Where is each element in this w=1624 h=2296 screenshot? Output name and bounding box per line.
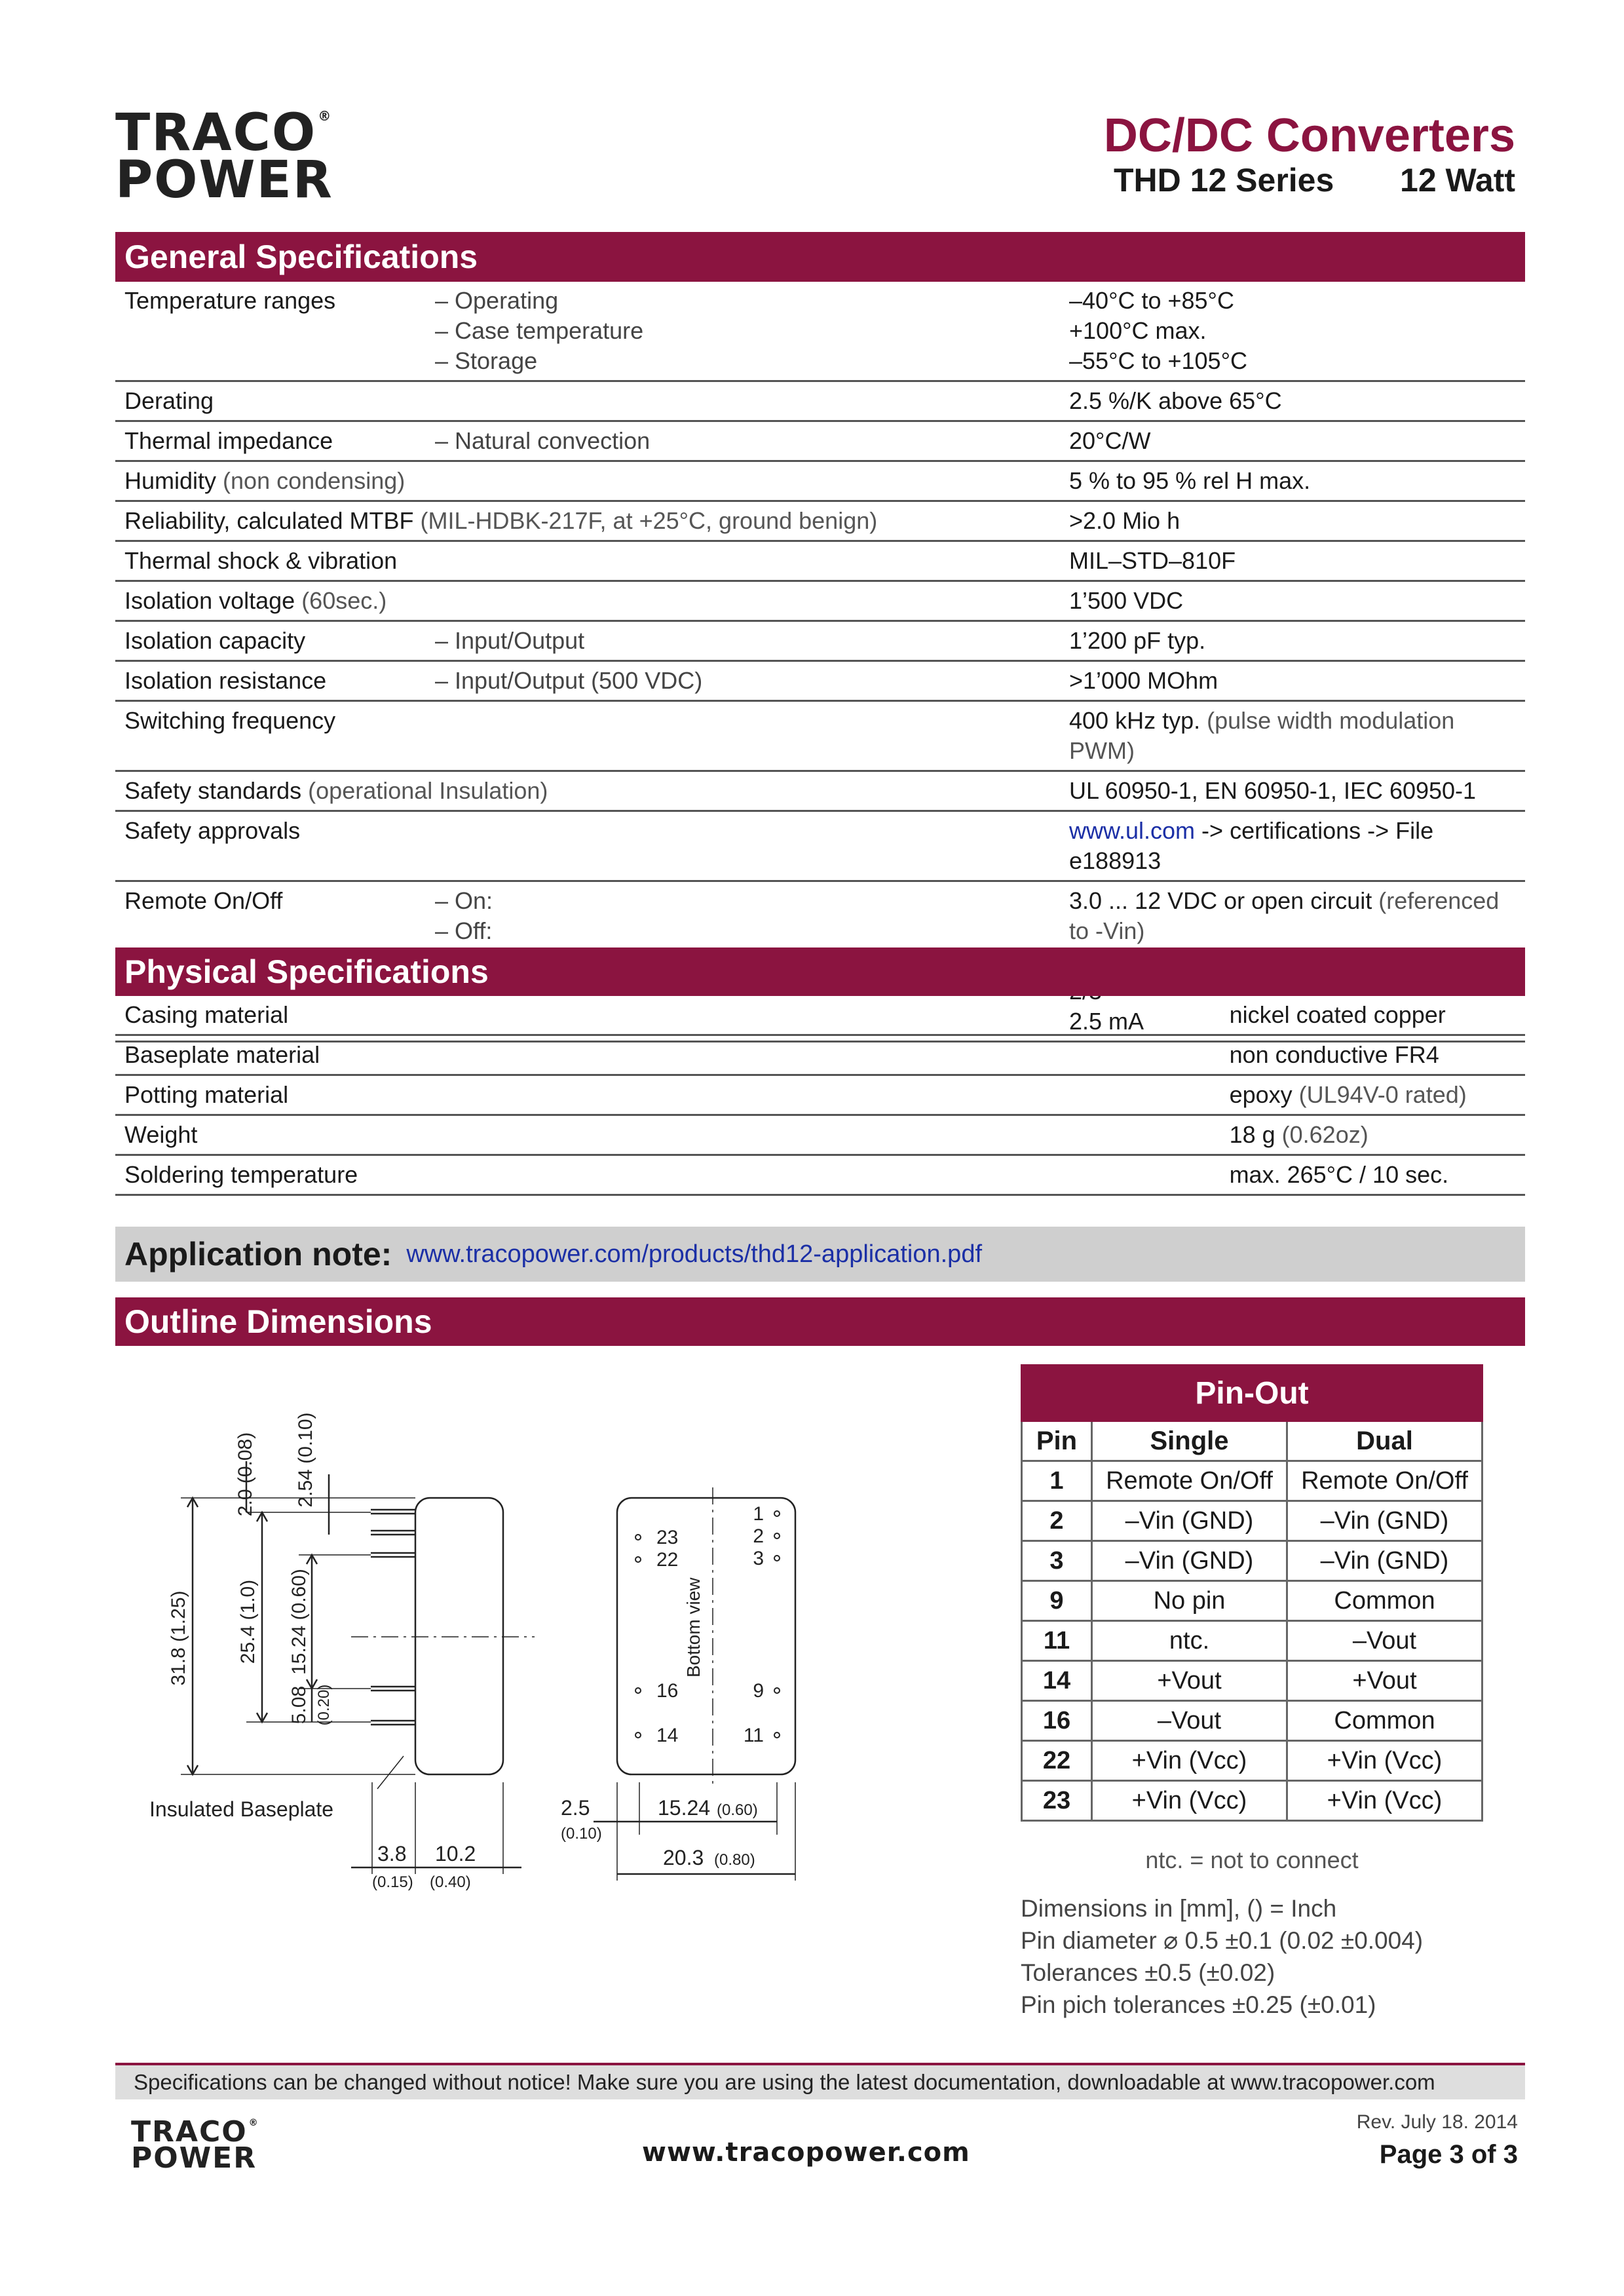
pin-single: +Vout [1092, 1661, 1287, 1701]
dim-31-8: 31.8 (1.25) [168, 1590, 189, 1686]
spec-label-text: Temperature ranges [124, 287, 336, 314]
spec-label-text: Isolation capacity [124, 627, 306, 654]
dim-2-54: 2.54 (0.10) [295, 1412, 316, 1508]
pin-dual: –Vout [1287, 1621, 1482, 1661]
spec-label: Weight [115, 1115, 1220, 1155]
spec-label-text: Safety standards [124, 777, 302, 804]
page-title: DC/DC Converters [1103, 109, 1515, 162]
spec-value [1220, 1155, 1525, 1195]
spec-label-text: Isolation resistance [124, 667, 327, 694]
pin-dual: +Vout [1287, 1661, 1482, 1701]
spec-condition: – On: – Off: [426, 881, 1060, 1042]
spec-label-text: Derating [124, 387, 214, 414]
spec-value [1060, 282, 1525, 381]
spec-label-text: Reliability, calculated MTBF [124, 507, 414, 534]
outline-dimensions-header: Outline Dimensions [115, 1297, 1525, 1346]
spec-value-text: >2.0 Mio h [1069, 507, 1180, 534]
pin-number: 14 [1022, 1661, 1092, 1701]
spec-row [115, 701, 1525, 771]
spec-value [1220, 1115, 1525, 1155]
spec-label [115, 771, 1060, 811]
dim-15-24-vertical: 15.24 (0.60) [288, 1569, 310, 1675]
spec-value-text: 3.0 ... 12 VDC or open circuit [1069, 887, 1372, 914]
pin-label-2: 2 [753, 1525, 764, 1547]
spec-label [115, 811, 426, 881]
spec-label [115, 701, 426, 771]
spec-value [1060, 701, 1525, 771]
dim-15-24-inch: (0.60) [717, 1801, 758, 1819]
application-note-link[interactable]: www.tracopower.com/products/thd12-application.pdf [406, 1240, 983, 1268]
spec-label-text: Isolation voltage [124, 587, 295, 614]
dim-2-5-inch: (0.10) [561, 1825, 602, 1843]
spec-value-text: max. 265°C / 10 sec. [1229, 1161, 1449, 1188]
spec-value-text: 1’200 pF typ. [1069, 627, 1206, 654]
dim-20-3-inch: (0.80) [714, 1851, 755, 1869]
spec-row [115, 541, 1525, 581]
application-note-label: Application note: [124, 1236, 392, 1272]
outline-drawing [115, 1363, 823, 1913]
pinout-col-dual: Dual [1287, 1421, 1482, 1461]
pin-dual: Common [1287, 1581, 1482, 1621]
spec-value [1060, 811, 1525, 881]
spec-row [115, 621, 1525, 661]
spec-value-text: 2.5 %/K above 65°C [1069, 387, 1282, 414]
spec-label [115, 621, 426, 661]
application-note [115, 1227, 1525, 1282]
dim-10-2: 10.2 [435, 1842, 476, 1866]
revision-date: Rev. July 18. 2014 [1356, 2111, 1518, 2133]
pin-number: 2 [1022, 1501, 1092, 1541]
dim-5-08: 5.08 [288, 1685, 310, 1725]
spec-value-text: 5 % to 95 % rel H max. [1069, 467, 1311, 494]
spec-value-text: UL 60950-1, EN 60950-1, IEC 60950-1 [1069, 777, 1477, 804]
pin-dual: +Vin (Vcc) [1287, 1741, 1482, 1781]
pinout-footnote: ntc. = not to connect [1145, 1846, 1359, 1873]
pin-label-14: 14 [656, 1725, 679, 1746]
pin-single: –Vout [1092, 1701, 1287, 1741]
pin-label-23: 23 [656, 1527, 679, 1548]
pin-label-1: 1 [753, 1503, 764, 1525]
pinout-table [1021, 1364, 1483, 1822]
table-row [1022, 1461, 1482, 1501]
pin-dual: +Vin (Vcc) [1287, 1781, 1482, 1821]
spec-row [115, 282, 1525, 381]
spec-label [115, 421, 426, 461]
insulated-baseplate-label: Insulated Baseplate [149, 1797, 334, 1821]
pin-dual: Common [1287, 1701, 1482, 1741]
tracopower-logo: TRACO ® POWER [115, 104, 333, 210]
pin-single: +Vin (Vcc) [1092, 1781, 1287, 1821]
pin-label-11: 11 [743, 1725, 764, 1746]
spec-label [115, 581, 1060, 621]
pin-label-9: 9 [753, 1680, 764, 1702]
spec-row [115, 1035, 1525, 1075]
spec-label [115, 282, 426, 381]
spec-row [115, 1115, 1525, 1155]
spec-value-text: 2.5 mA [1069, 1008, 1144, 1035]
spec-value [1220, 1075, 1525, 1115]
spec-value [1060, 621, 1525, 661]
spec-condition [426, 541, 1060, 581]
spec-label-note: (MIL-HDBK-217F, at +25°C, ground benign) [413, 507, 878, 534]
module-bottom-view [617, 1498, 795, 1774]
spec-row [115, 771, 1525, 811]
spec-value-text: >1’000 MOhm [1069, 667, 1218, 694]
spec-row [115, 581, 1525, 621]
pin-single: No pin [1092, 1581, 1287, 1621]
spec-value [1060, 541, 1525, 581]
pin-dual: –Vin (GND) [1287, 1541, 1482, 1581]
table-row [1022, 1621, 1482, 1661]
spec-row [115, 501, 1525, 541]
pinout-col-pin: Pin [1022, 1421, 1092, 1461]
pin-single: ntc. [1092, 1621, 1287, 1661]
spec-value [1220, 996, 1525, 1035]
dim-2-5: 2.5 [561, 1796, 590, 1820]
dim-15-24-horizontal: 15.24 [658, 1796, 711, 1820]
dim-20-3: 20.3 [663, 1846, 704, 1869]
footer-notice: Specifications can be changed without notice! Make sure you are using the latest documentation, downloadable at www.tracopower.com [115, 2063, 1525, 2099]
spec-value-text: nickel coated copper [1229, 1001, 1446, 1028]
spec-row [115, 1075, 1525, 1115]
pin-number: 16 [1022, 1701, 1092, 1741]
spec-value [1060, 461, 1525, 501]
dim-2-0: 2.0 (0.08) [235, 1432, 256, 1517]
spec-label: Baseplate material [115, 1035, 1220, 1075]
spec-value [1060, 501, 1525, 541]
spec-label-note: (operational Insulation) [301, 777, 548, 804]
spec-condition [426, 811, 1060, 881]
pin-number: 23 [1022, 1781, 1092, 1821]
spec-label-text: Remote On/Off [124, 887, 283, 914]
pin-number: 1 [1022, 1461, 1092, 1501]
wattage: 12 Watt [1400, 162, 1515, 199]
pin-dual: –Vin (GND) [1287, 1501, 1482, 1541]
spec-value [1220, 1035, 1525, 1075]
spec-value-text: MIL–STD–810F [1069, 547, 1236, 574]
spec-row [115, 421, 1525, 461]
ul-link[interactable]: www.ul.com [1069, 817, 1196, 844]
table-row [1022, 1501, 1482, 1541]
spec-value-note: (0.62oz) [1275, 1121, 1369, 1148]
spec-row [115, 381, 1525, 421]
spec-label-text: Switching frequency [124, 707, 336, 734]
pin-number: 3 [1022, 1541, 1092, 1581]
spec-label [115, 381, 426, 421]
general-specs-table [115, 282, 1525, 1043]
spec-row [115, 1155, 1525, 1195]
spec-value-text: 1’500 VDC [1069, 587, 1184, 614]
spec-condition: – Operating – Case temperature – Storage [426, 282, 1060, 381]
spec-label-text: Humidity [124, 467, 217, 494]
spec-row [115, 461, 1525, 501]
table-row [1022, 1661, 1482, 1701]
spec-condition: – Input/Output [426, 621, 1060, 661]
table-row [1022, 1741, 1482, 1781]
spec-label [115, 661, 426, 701]
spec-label-note: (60sec.) [295, 587, 387, 614]
spec-row [115, 661, 1525, 701]
spec-value-note: (pulse width modulation PWM) [1069, 707, 1455, 764]
pinout-col-single: Single [1092, 1421, 1287, 1461]
spec-value [1060, 421, 1525, 461]
table-row [1022, 1581, 1482, 1621]
module-side-view [415, 1498, 503, 1774]
spec-condition [426, 701, 1060, 771]
spec-value-text: 400 kHz typ. [1069, 707, 1201, 734]
spec-condition: – Natural convection [426, 421, 1060, 461]
spec-row [115, 996, 1525, 1035]
spec-value-text: non conductive FR4 [1229, 1041, 1439, 1068]
dimension-note: Tolerances ±0.5 (±0.02) [1021, 1959, 1275, 1986]
spec-label [115, 501, 1060, 541]
spec-label-text: Thermal impedance [124, 427, 333, 454]
footer-logo: TRACO ® POWER [131, 2115, 258, 2175]
table-row [1022, 1701, 1482, 1741]
spec-value [1060, 771, 1525, 811]
spec-label [115, 541, 426, 581]
pinout-title: Pin-Out [1022, 1366, 1482, 1421]
spec-value-text: epoxy [1229, 1081, 1293, 1108]
spec-label-note: (non condensing) [216, 467, 406, 494]
spec-condition [426, 381, 1060, 421]
dimension-note: Pin pich tolerances ±0.25 (±0.01) [1021, 1991, 1376, 2018]
spec-value-text: -> certifications -> File e188913 [1069, 817, 1434, 874]
spec-value [1060, 661, 1525, 701]
dimension-note: Pin diameter ⌀ 0.5 ±0.1 (0.02 ±0.004) [1021, 1927, 1424, 1954]
spec-condition: – Input/Output (500 VDC) [426, 661, 1060, 701]
spec-value [1060, 381, 1525, 421]
dim-3-8: 3.8 [377, 1842, 407, 1866]
general-specs-header: General Specifications [115, 232, 1525, 282]
spec-value [1060, 581, 1525, 621]
page-number: Page 3 of 3 [1379, 2140, 1518, 2169]
dimension-note: Dimensions in [mm], () = Inch [1021, 1895, 1337, 1922]
pin-single: –Vin (GND) [1092, 1501, 1287, 1541]
spec-value-text: 20°C/W [1069, 427, 1151, 454]
bottom-view-label: Bottom view [683, 1577, 704, 1677]
spec-label: Casing material [115, 996, 1220, 1035]
pin-single: –Vin (GND) [1092, 1541, 1287, 1581]
pin-label-16: 16 [656, 1680, 679, 1702]
spec-value-note: (UL94V-0 rated) [1292, 1081, 1467, 1108]
physical-specs-table [115, 996, 1525, 1196]
spec-label-text: Safety approvals [124, 817, 301, 844]
dim-3-8-inch: (0.15) [372, 1873, 413, 1891]
pin-single: +Vin (Vcc) [1092, 1741, 1287, 1781]
spec-row [115, 811, 1525, 881]
pin-dual: Remote On/Off [1287, 1461, 1482, 1501]
table-row [1022, 1781, 1482, 1821]
pin-number: 9 [1022, 1581, 1092, 1621]
physical-specs-header: Physical Specifications [115, 947, 1525, 996]
spec-label [115, 461, 1060, 501]
series-name: THD 12 Series [1114, 162, 1334, 199]
spec-label: Soldering temperature [115, 1155, 1220, 1195]
pin-label-3: 3 [753, 1548, 764, 1569]
spec-value-text: 18 g [1229, 1121, 1275, 1148]
spec-value-text: –40°C to +85°C +100°C max. –55°C to +105°C [1069, 287, 1247, 374]
dim-10-2-inch: (0.40) [430, 1873, 471, 1891]
dim-25-4: 25.4 (1.0) [237, 1579, 259, 1664]
pin-number: 22 [1022, 1741, 1092, 1781]
spec-label: Potting material [115, 1075, 1220, 1115]
spec-value-note: (referenced to -Vin) [1069, 887, 1500, 944]
pin-single: Remote On/Off [1092, 1461, 1287, 1501]
dimension-notes [1021, 1892, 1423, 2021]
dim-5-08-inch: (0.20) [315, 1684, 333, 1726]
spec-label-text: Thermal shock & vibration [124, 547, 398, 574]
footer-website[interactable]: www.tracopower.com [642, 2137, 970, 2168]
table-row [1022, 1541, 1482, 1581]
pin-number: 11 [1022, 1621, 1092, 1661]
pin-label-22: 22 [656, 1549, 679, 1571]
